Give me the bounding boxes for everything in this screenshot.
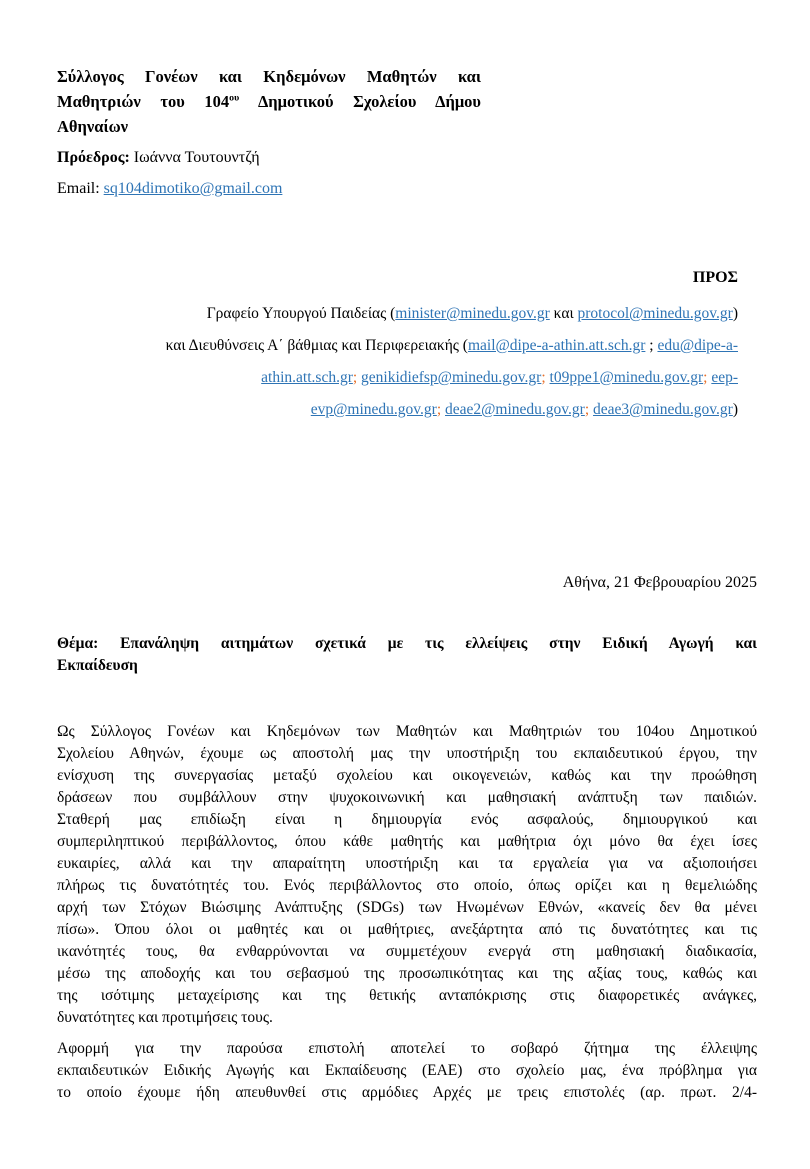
text-run: Γραφείο Υπουργού Παιδείας ( [206, 305, 396, 322]
subject-heading [57, 633, 757, 677]
recipient-address-block [45, 298, 757, 426]
text-line [45, 394, 738, 426]
text-run: Δημοτικού Σχολείου Δήμου [239, 92, 481, 111]
text-run: ) [732, 401, 738, 418]
body-paragraph-1 [57, 721, 757, 1029]
text-run: ) [732, 305, 738, 322]
email-link[interactable]: deae3@minedu.gov.gr [593, 401, 733, 418]
text-line: μέσω της αποδοχής και του σεβασμού της προσωπικότητας και της αξίας τους, καθώς και [57, 965, 757, 982]
orange-semicolon-separator: ; [436, 401, 442, 418]
email-link[interactable]: mail@dipe-a-athin.att.sch.gr [467, 337, 646, 354]
orange-semicolon-separator: ; [703, 369, 708, 386]
ordinal-superscript: ου [229, 92, 240, 104]
email-link[interactable]: genikidiefsp@minedu.gov.gr [361, 369, 542, 386]
text-line: Σταθερή μας επιδίωξη είναι η δημιουργία ενός ασφαλούς, δημιουργικού και [57, 811, 757, 828]
text-line: ενίσχυση της συνεργασίας μεταξύ σχολείου και οικογενειών, καθώς και την προώθηση [57, 767, 757, 784]
text-line [45, 362, 738, 394]
sender-association-name [57, 64, 481, 139]
orange-semicolon-separator: ; [541, 369, 546, 386]
email-link[interactable]: t09ppe1@minedu.gov.gr [549, 369, 704, 386]
text-line: ευκαιρίες, αλλά και την απαραίτητη υποστήριξη και τα εργαλεία για να αξιοποιήσει [57, 855, 757, 872]
text-run: και [549, 305, 578, 322]
bold-run: Πρόεδρος: [57, 149, 130, 166]
body-paragraph-2 [57, 1038, 757, 1104]
text-line: Θέμα: Επανάληψη αιτημάτων σχετικά με τις ελλείψεις στην Ειδική Αγωγή και [57, 635, 757, 652]
text-line [57, 145, 757, 170]
email-link[interactable]: eep- [711, 369, 738, 386]
text-line [45, 330, 738, 362]
orange-semicolon-separator: ; [584, 401, 590, 418]
text-line: συμπεριληπτικού περιβάλλοντος, όπου κάθε μαθητής και μαθήτρια όχι μόνο θα έχει ίσες [57, 833, 757, 850]
text-line [57, 114, 481, 139]
text-run: Email: [57, 180, 104, 197]
text-line: Εκπαίδευση [57, 657, 138, 674]
dateline: Αθήνα, 21 Φεβρουαρίου 2025 [562, 574, 757, 591]
text-line: εκπαιδευτικών Ειδικής Αγωγής και Εκπαίδευσης (ΕΑΕ) στο σχολείο μας, ένα πρόβλημα για [57, 1062, 757, 1079]
email-link[interactable]: sq104dimotiko@gmail.com [103, 180, 283, 197]
sender-email-line [57, 176, 757, 201]
page-content [57, 0, 757, 1104]
text-line: Αφορμή για την παρούσα επιστολή αποτελεί το σοβαρό ζήτημα της έλλειψης [57, 1040, 757, 1057]
email-link[interactable]: athin.att.sch.gr [261, 369, 353, 386]
email-link[interactable]: deae2@minedu.gov.gr [445, 401, 585, 418]
orange-semicolon-separator: ; [352, 369, 358, 386]
text-line [57, 64, 481, 89]
text-line [57, 176, 757, 201]
text-line: δυνατότητες και προτιμήσεις τους. [57, 1009, 273, 1026]
text-run: ; [645, 337, 658, 354]
text-line: το οποίο έχουμε ήδη απευθυνθεί στις αρμόδιες Αρχές με τρεις επιστολές (αρ. πρωτ. 2/4- [57, 1084, 757, 1101]
text-run: Μαθητριών του 104 [57, 92, 230, 111]
email-link[interactable]: evp@minedu.gov.gr [310, 401, 437, 418]
text-line: ικανότητές τους, θα ενθαρρύνονται να συμμετέχουν ενεργά στη μαθησιακή διαδικασία, [57, 943, 757, 960]
text-line [57, 89, 481, 114]
sender-president-line [57, 145, 757, 170]
text-line: δράσεων που συμβάλλουν στην ψυχοκοινωνική και μαθησιακή ανάπτυξη των παιδιών. [57, 789, 757, 806]
text-line: Ως Σύλλογος Γονέων και Κηδεμόνων των Μαθητών και Μαθητριών του 104ου Δημοτικού [57, 723, 757, 740]
text-run: Σύλλογος Γονέων και Κηδεμόνων Μαθητών και [57, 67, 481, 86]
text-line: πίσω». Όπου όλοι οι μαθητές και οι μαθήτριες, ανεξάρτητα από τις δυνατότητες και τις [57, 921, 757, 938]
text-line: Σχολείου Αθηνών, έχουμε ως αποστολή μας την υποστήριξη του εκπαιδευτικού έργου, την [57, 745, 757, 762]
email-link[interactable]: minister@minedu.gov.gr [395, 305, 550, 322]
text-line: αρχή των Στόχων Βιώσιμης Ανάπτυξης (SDGs) των Ηνωμένων Εθνών, «κανείς δεν θα μένει [57, 899, 757, 916]
text-line: πλήρως τις δυνατότητές του. Ενός περιβάλλοντος στο οποίο, όπως ορίζει και η θεμελιώδης [57, 877, 757, 894]
email-link[interactable]: protocol@minedu.gov.gr [577, 305, 733, 322]
text-line: της ισότιμης μεταχείρισης και της θετικής ανταπόκρισης στις διαφορετικές ανάγκες, [57, 987, 757, 1004]
text-run: Ιωάννα Τουτουντζή [129, 149, 260, 166]
text-line [45, 298, 738, 330]
text-run: και Διευθύνσεις Α΄ βάθμιας και Περιφερειακής ( [165, 337, 468, 354]
email-link[interactable]: edu@dipe-a- [657, 337, 738, 354]
text-run: Αθηναίων [57, 117, 129, 136]
recipient-to-label: ΠΡΟΣ [692, 269, 738, 286]
